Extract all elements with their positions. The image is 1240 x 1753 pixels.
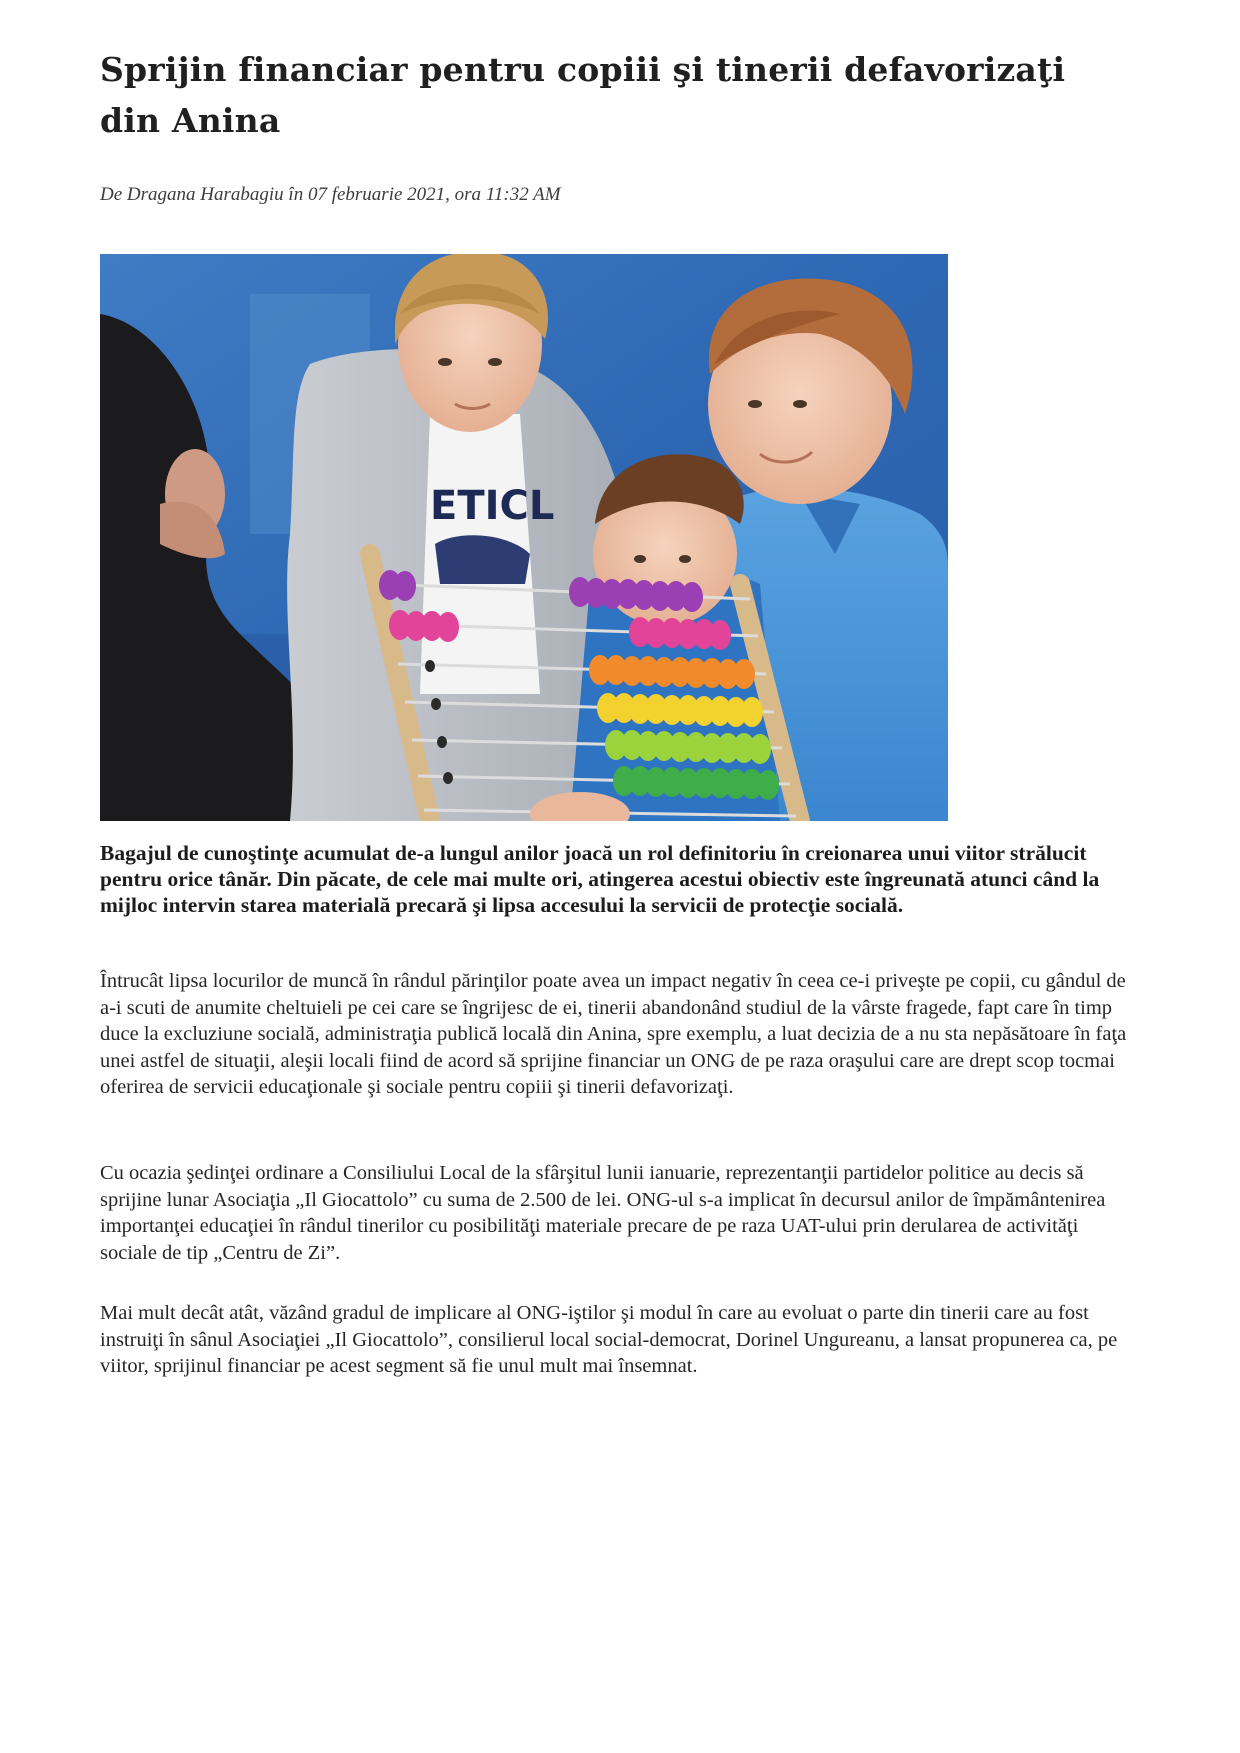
- article-paragraph-1: Întrucât lipsa locurilor de muncă în rândul părinţilor poate avea un impact negativ în ceea ce-i priveşte pe copii, cu gândul de a-i scuti de anumite cheltuieli pe cei care se îngrijesc de ei, tinerii abandonând studiul de la vârste fragede, fapt care în timp duce la excluziune socială, administraţia publică locală din Anina, spre exemplu, a luat decizia de a nu sta nepăsătoare în faţa unei astfel de situaţii, aleşii locali fiind de acord să sprijine financiar un ONG de pe raza oraşului care are drept scop tocmai oferirea de servicii educaţionale şi sociale pentru copiii şi tinerii defavorizaţi.: [100, 970, 1127, 1098]
- article-title: Sprijin financiar pentru copiii şi tinerii defavorizaţi din Anina: [100, 50, 1066, 140]
- article-lead: Bagajul de cunoştinţe acumulat de-a lungul anilor joacă un rol definitoriu în creionarea unui viitor strălucit pentru orice tânăr. Din păcate, de cele mai multe ori, atingerea acestui obiectiv este îngreunată atunci când la mijloc intervin starea materială precară şi lipsa accesului la servicii de protecţie socială.: [100, 841, 1100, 917]
- article-byline: De Dragana Harabagiu în 07 februarie 2021, ora 11:32 AM: [100, 184, 561, 205]
- shirt-print: ETICL: [430, 483, 555, 529]
- article-paragraph-3: Mai mult decât atât, văzând gradul de implicare al ONG-iştilor şi modul în care au evoluat o parte din tinerii care au fost instruiţi în sânul Asociaţiei „Il Giocattolo”, consilierul local social-democrat, Dorinel Ungureanu, a lansat propunerea ca, pe viitor, sprijinul financiar pe acest segment să fie unul mult mai însemnat.: [100, 1302, 1118, 1377]
- article-paragraph-2: Cu ocazia şedinţei ordinare a Consiliului Local de la sfârşitul lunii ianuarie, reprezentanţii partidelor politice au decis să sprijine lunar Asociaţia „Il Giocattolo” cu suma de 2.500 de lei. ONG-ul s-a implicat în decursul anilor de împământenirea importanţei educaţiei în rândul tinerilor cu posibilităţi materiale precare de pe raza UAT-ului prin derularea de activităţi sociale de tip „Centru de Zi”.: [100, 1162, 1106, 1264]
- article: [100, 44, 1130, 1377]
- article-photo: [100, 254, 948, 821]
